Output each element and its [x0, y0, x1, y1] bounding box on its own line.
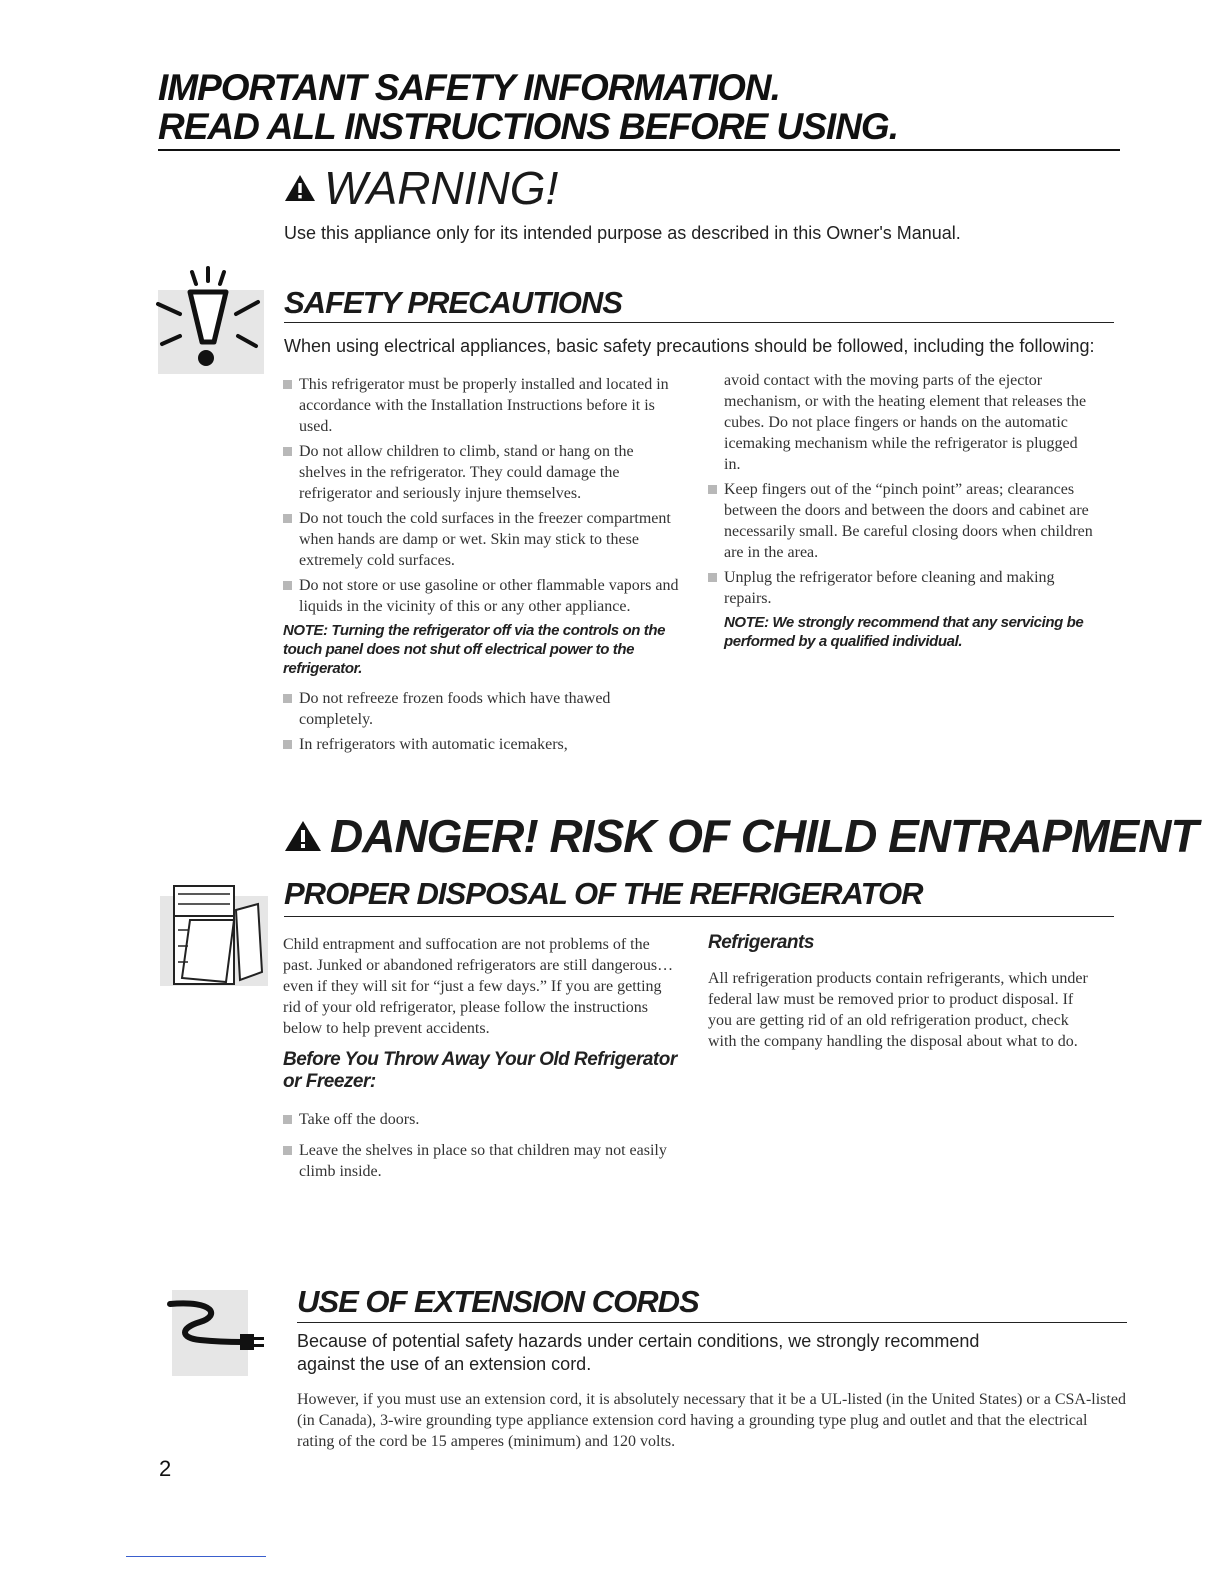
page-number: 2	[159, 1456, 172, 1481]
plug-icon	[160, 1278, 270, 1390]
warning-text: Use this appliance only for its intended purpose as described in this Owner's Manual.	[284, 223, 961, 243]
disposal-before-heading: Before You Throw Away Your Old Refrigerator or Freezer:	[283, 1049, 677, 1092]
safety-item: This refrigerator must be properly installed and located in accordance with the Installation Instructions before it is used.	[283, 374, 683, 437]
extension-title: USE OF EXTENSION CORDS	[297, 1284, 699, 1319]
safety-item-continued: avoid contact with the moving parts of the ejector mechanism, or with the heating element that releases the cubes. Do not place fingers or hands on the automatic icemaking mechanism while the refrigerator is plugged in.	[724, 372, 1087, 473]
page-header-line2: READ ALL INSTRUCTIONS BEFORE USING.	[158, 106, 898, 147]
extension-lead: Because of potential safety hazards under certain conditions, we strongly recommend against the use of an extension cord.	[297, 1331, 980, 1374]
danger-heading	[284, 810, 1198, 862]
safety-item: Keep fingers out of the “pinch point” areas; clearances between the doors and between the doors and cabinet are necessarily small. Be careful closing doors when children are in the area.	[708, 479, 1098, 563]
safety-right-column	[708, 370, 1098, 661]
extension-cord-graphic	[160, 1278, 270, 1390]
refrigerator-graphic	[160, 880, 270, 992]
warning-triangle-icon	[284, 820, 322, 852]
disposal-rule	[284, 916, 1114, 917]
warning-triangle-icon	[284, 174, 316, 202]
disposal-item: Leave the shelves in place so that children may not easily climb inside.	[283, 1140, 683, 1182]
safety-left-column	[283, 374, 683, 759]
safety-item: Do not allow children to climb, stand or hang on the shelves in the refrigerator. They could damage the refrigerator and seriously injure themselves.	[283, 441, 683, 504]
exclamation-alert-icon	[140, 262, 270, 374]
disposal-right-column	[708, 932, 1088, 1052]
disposal-title: PROPER DISPOSAL OF THE REFRIGERATOR	[284, 876, 923, 911]
safety-item: Do not refreeze frozen foods which have thawed completely.	[283, 688, 683, 730]
safety-right-note: NOTE: We strongly recommend that any servicing be performed by a qualified individual.	[724, 614, 1084, 650]
safety-item: Unplug the refrigerator before cleaning and making repairs.	[708, 567, 1098, 609]
alert-graphic	[140, 262, 270, 374]
safety-rule	[284, 322, 1114, 323]
disposal-left-column	[283, 934, 683, 1186]
disposal-intro: Child entrapment and suffocation are not problems of the past. Junked or abandoned refrigerators are still dangerous…even if they will sit for “just a few days.” If you are getting rid of your old refrigerator, please follow the instructions below to help prevent accidents.	[283, 936, 674, 1037]
safety-left-note: NOTE: Turning the refrigerator off via the controls on the touch panel does not shut off electrical power to the refrigerator.	[283, 622, 666, 677]
safety-title: SAFETY PRECAUTIONS	[284, 285, 622, 320]
refrigerants-heading: Refrigerants	[708, 932, 814, 953]
safety-item: In refrigerators with automatic icemakers,	[283, 734, 683, 755]
safety-item: Do not touch the cold surfaces in the freezer compartment when hands are damp or wet. Skin may stick to these extremely cold surfaces.	[283, 508, 683, 571]
safety-item: Do not store or use gasoline or other flammable vapors and liquids in the vicinity of this or any other appliance.	[283, 575, 683, 617]
safety-lead: When using electrical appliances, basic safety precautions should be followed, including the following:	[284, 336, 1095, 356]
page-header-line1: IMPORTANT SAFETY INFORMATION.	[158, 67, 780, 108]
header-rule	[158, 149, 1120, 151]
refrigerants-text: All refrigeration products contain refrigerants, which under federal law must be removed prior to product disposal. If you are getting rid of an old refrigeration product, check with the company handling the disposal about what to do.	[708, 970, 1088, 1050]
extension-body: However, if you must use an extension cord, it is absolutely necessary that it be a UL-listed (in the United States) or a CSA-listed (in Canada), 3-wire grounding type appliance extension cord having a grounding type plug and outlet and that the electrical rating of the cord be 15 amperes (minimum) and 120 volts.	[297, 1391, 1126, 1450]
extension-rule	[297, 1322, 1127, 1323]
footer-line	[126, 1556, 266, 1557]
refrigerator-icon	[160, 880, 270, 992]
disposal-item: Take off the doors.	[283, 1109, 683, 1130]
danger-title: DANGER! RISK OF CHILD ENTRAPMENT	[330, 810, 1198, 862]
warning-heading	[284, 163, 558, 213]
warning-title: WARNING!	[324, 162, 559, 214]
